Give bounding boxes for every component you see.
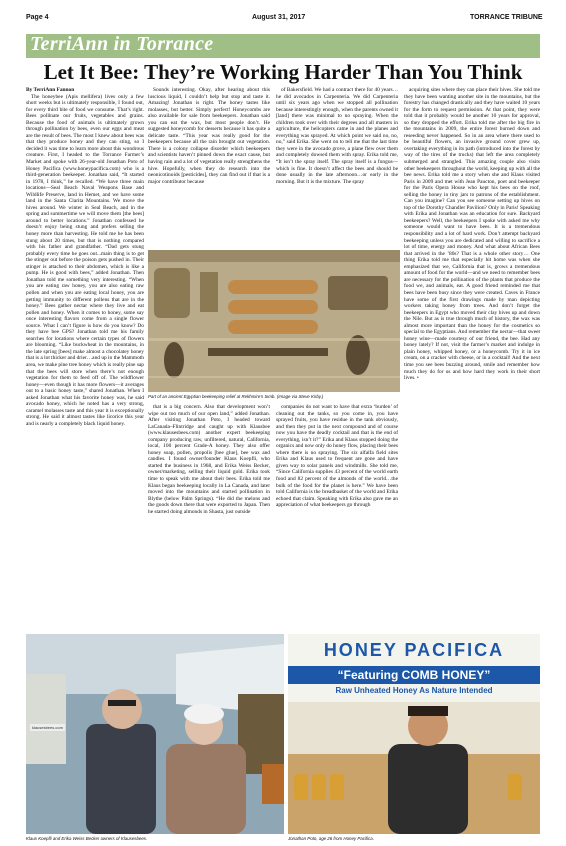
klausesbees-sign: klausesbees.com: [32, 725, 63, 730]
comb-honey-banner: “Featuring COMB HONEY”: [288, 666, 540, 684]
raw-honey-banner: Raw Unheated Honey As Nature Intended: [335, 686, 493, 695]
jonathan-photo: [288, 634, 540, 834]
article-column-3: [276, 87, 398, 247]
page-number: Page 4: [26, 14, 49, 21]
column-text: companies do not want to have that extra ‘burden’ of cleaning out the tanks, so you come in, you have sprayed fruits, you have residue in the tank obviously, and then they put in the next compound and of course now you have the deadly cocktail and that is the end of everything, isn’t it?” Erika and Klaus stopped doing the organics and now only do honey flow, placing their bees where there is no spraying. The six alfalfa field sites Erika and Klaus used to frequent are gone and have given way to solar panels and windmills. She told me, “Since California supplies 43 percent of the world earth food and 82 percent of the almonds of the world…the bulk of the food for the planet is here.” We have been told California is the breadbasket of the world and Erika echoed that claim. Speaking with Erika also gave me an appreciation of what beekeepers go through: [276, 404, 398, 509]
klaus-photo-caption: Klaus Koepfli and Erika Weiss Becker owners of Klausesbees.: [26, 836, 148, 841]
byline: By TerriAnn Fannon: [26, 87, 75, 93]
column-text: Sounds interesting. Okay, after hearing about this luscious liquid, I couldn’t help but stop and taste it. Amazing! Jonathan is right. The honey tastes like molasses, but better. Simply perfect! Honeycombs are also available for sale from beekeepers. Jonathan said you can eat the wax, but most people don’t. He suggested honeycomb for desserts because it has quite a delicate taste. “This year was really good for the beekeepers because all the rain brought out vegetation. There is a colony collapse disorder which beekeepers and scientists haven’t pinned down the exact cause, but having rain and a lot of vegetation really strengthens the hive. Hopefully, when they do research into the neonicotinoids [pesticides], they can find out if that is a major contributor because: [148, 87, 270, 185]
column-text: that is a big concern. Also that development won’t wipe out too much of our open land,” added Jonathan. After visiting Jonathan Poto, I headed toward LaCanada–Flintridge and caught up with Klausbee (www.klausesbees.com) another expert beekeeping company producing raw, unfiltered, natural, California, local, 100 percent Grade-A honey. They also offer honey soap, pollen, propolis [bee glue], bee wax and candles. I found owner/founder Klaus Koepfli, who started the business in 1968, and Erika Weiss Becker, owner/marketing, selling their liquid gold. Erika took time to speak with me about their bees. Erika told me Klaus began beekeeping locally in La Canada, and later moved into the mountains and started pollination in Blythe (below Palm Springs). “He did the melons and the goods down there that were exported to Japan. Then he started doing almonds in Shasta, just outside: [148, 404, 270, 515]
issue-date: August 31, 2017: [252, 14, 306, 21]
egypt-photo-caption: Part of an ancient Egyptian beekeeping relief at Rekhmire’s tomb. (Image via Steve Kirby.): [148, 394, 324, 399]
article-column-1: [26, 87, 144, 630]
publication-name: TORRANCE TRIBUNE: [470, 14, 543, 21]
headline: Let It Bee: They’re Working Harder Than You Think: [43, 60, 523, 84]
article-column-4: [404, 87, 540, 630]
article-column-2: [148, 87, 270, 247]
column-title: TerriAnn in Torrance: [30, 33, 214, 55]
honey-pacifica-banner-title: HONEY PACIFICA: [323, 640, 505, 660]
egyptian-relief-photo: [148, 250, 400, 392]
column-text: acquiring sites where they can place their hives. She told me they have been wanting another site in the mountains, but the forestry has changed drastically and they have waited 10 years for the form to request permission. At that point, they were told that it probably would be another 10 years for approval, so they dropped the effort. Erika told me after the big fire in the mountains in 2009, the entire forest burned down and reseeding never happened. So in an area where there used to be beautiful flowers, an invasive ground cover grew up, overtaking everything in its path (introduced into the forest by way of the tires of the trucks) that left the area completely submerged and strangled. This amazing couple also visits other beekeepers throughout the world, keeping up with all the bee news. Erika told me a story when she and Klaus visited Paris in 2009 and met with Jean Paucton, poet and beekeeper for the Paris Opera House who kept his bees on the roof, selling the honey in tiny jars to patrons of the establishment. Can you imagine? Can you see someone setting up hives on top of the Dorothy Chandler Pavilion? Only in Paris! Speaking with Erika and Jonathan was an education for sure. Backyard beekeepers? Well, the beekeepers I spoke with asked me why someone would want to have bees. It is a tremendous responsibility and a lot of hard work. Don’t attempt backyard beekeeping unless you are dedicated and willing to sacrifice a lot of time, energy and money. And what about African Bees that arrived in the ’80s? That is a whole other story… One thing Erika told me that especially hit home was when she emphasized that we, California that is, grows a tremendous amount of food for the world—and we need to remember bees are necessary for the pollination of the plants that produce the food we, and animals, eat. A good friend reminded me that bees have been busy since they were created. Caves in France have some of the first drawings made by man depicting workers taking honey from trees. And don’t forget the beekeepers in Egypt who moved their clay hives up and down the Nile. But as is true through much of history, the wax was almost more important than the honey for the cosmetics so special to the Egyptians. And remember the nectar—that sweet honey wine—made courtesy of our friend, the bee. Had any honey lately? If not, visit the farmer’s market and indulge in plain honey, whipped honey, or a honeycomb. Try it in ice cream, on a cracker with cheese, or in a cocktail! And the next time you see bees buzzing around, smile and remember how much they do for us and how hard they work in their short lives. •: [404, 87, 540, 382]
jonathan-photo-caption: Jonathan Poto, age 26 from Honey Pacifica.: [288, 836, 374, 841]
column-text: of Bakersfield. We had a contract there for 40 years…he did avocados in Carpenteria. We did Carpenteria until six years ago when we stopped all pollination because interestingly enough, when the parents owned it [land] there was minimal to no spraying. When the children took over with their degrees and all masters in agriculture, the helicopters came in and the planes and everything was sprayed. At which point we said no, no, no,” said Erika. She went on to tell me that the last time they were in the avocado grove, a plane flew over them and completely dowsed them with spray. Erika told me, “It isn’t the spray itself. The spray itself is a fungus—which is fine. It doesn’t affect the bees and should be done usually in the late afternoon…or early in the morning. But it is the mixture. The spray: [276, 87, 398, 185]
article-column-3-continued: [276, 404, 398, 630]
klaus-erika-photo: [26, 634, 284, 834]
article-column-2-continued: [148, 404, 270, 630]
column-text: The honeybee (Apis mellifera) lives only a few short weeks but is ultimately responsible, I found out, for every third bite of food we consume. That’s right. Bees pollinate our fruits, vegetables and grains. Because the food of animals is ultimately grown through pollination by bees, even our eggs and meat are the result of bees. The most I knew about bees was that they produce honey and they can sting, so I decided it was time to learn more about this wondrous creature. First, I headed to the Torrance Farmer’s Market and spoke with 26-year-old Jonathan Poto of Honey Pacifica (www.honeypacifica.com) who is a third-generation beekeeper. Jonathan said, “It started in 1978, I think,” he recalled. “We have three main locations—Seal Beach Naval Weapons Base and Wildlife Preserve, land in Hemet, and we have some land in the Santa Clarita Mountains. We move the hives around. We winter in Seal Beach, and in the spring and summertime we will move them [the bees] around to better locations.” Jonathan confessed he doesn’t enjoy being stung and prefers selling the honey more than harvesting. He told me he has been stung about 20 times, but that is nothing compared with his father and grandfather. “Dad gets stung probably every time he goes out...main thing is to get the stinger out before the poison gets pushed in. Their stinger is attached to their abdomen, which is like a pump. He is good with bees,” added Jonathan. Then Jonathan told me something very interesting. “When you are eating raw honey, you are also eating raw pollen and when you are eating local honey, you are getting immunity to different pollens that are in the honey.” Bees gather nectar where they live and eat pollen and honey. When it comes to honey, some say once interesting flavors come from a single flower source. What I can’t figure is how do you know? Do they have bee GPS? Jonathan told me his family searches for locations where certain types of flowers are blooming. “Like buckwheat in the mountains, in the late spring [bees] make almost a chocolatey honey that is a lot thicker and drier…and up in the Mammoth area, we make pine tree honey which is really pine sap that the bees will store when there’s not enough vegetation for them to feed off of. The wildflower honey—even though it has more flowers—it averages out to a basic honey taste,” shared Jonathan. When I asked Jonathan what his favorite honey was, he said avocado honey, which he noted has a very strong, caramel molasses taste and this year it is exceptionally strong. He said it almost tastes like licorice this year and is nearly a completely black liquid honey.: [26, 93, 144, 427]
